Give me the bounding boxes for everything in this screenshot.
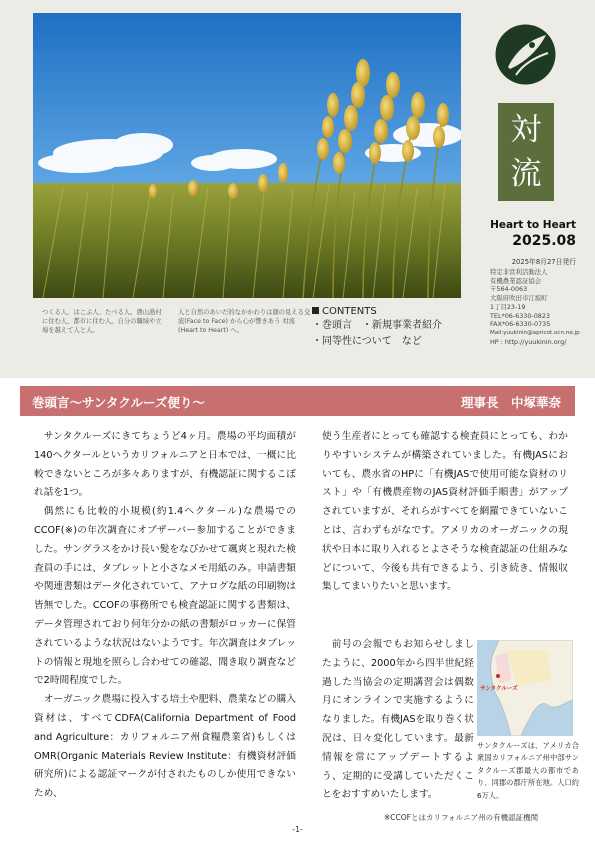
org-website[interactable]: HP : http://yuukinin.org/ bbox=[490, 337, 567, 346]
contents-item: ・同等性について など bbox=[312, 336, 422, 347]
org-line: 1丁目23-19 bbox=[490, 302, 526, 311]
contents-heading: CONTENTS bbox=[322, 306, 377, 317]
body-column-right bbox=[322, 428, 568, 597]
heart-to-heart-label: Heart to Heart bbox=[490, 219, 576, 231]
body-column-left bbox=[34, 428, 296, 804]
newsletter-title bbox=[498, 103, 554, 201]
organization-info bbox=[490, 268, 586, 346]
publish-date: 2025年8月27日発行 bbox=[511, 258, 576, 266]
body-paragraph: オーガニック農場に投入する培土や肥料、農業などの購入資材は、すべてCDFA(California Department of Food and Agriculture：カリフォルニア州食糧農業省)もしくはOMR(Organic Materials Review Institute：有機資材評価研究所)による認証マークが付されたものしか使用できないため、 bbox=[34, 694, 296, 800]
body-paragraph: 偶然にも比較的小規模(約1.4ヘクタール)な農場でのCCOF(※)の年次調査にオブザーバー参加することができました。サングラスをかけ長い髪をなびかせて颯爽と現れた検査員の手には、タブレットと小さなメモ用紙のみ。申請書類や関連書類はデータ化されていて、アナログな紙の印刷物は皆無でした。CCOFの事務所でも検査認証に関する書類は、データ管理されており何年分かの紙の書類がロッカーに保管されているような状況はないようです。年次調査はタブレットの情報と現地を照らし合わせての確認、聞き取り調査などで2時間程度でした。 bbox=[34, 506, 296, 687]
page-number: -1- bbox=[292, 825, 303, 834]
footnote: ※CCOFとはカリフォルニア州の有機認証機関 bbox=[384, 813, 539, 822]
section-title: 巻頭言〜サンタクルーズ便り〜 bbox=[32, 395, 205, 410]
contents-item: ・巻頭言 ・新規事業者紹介 bbox=[312, 320, 442, 331]
body-paragraph: サンタクルーズにきてちょうど4ヶ月。農場の平均面積が140ヘクタールというカリフォルニアと日本では、一概に比較できないところが多々ありますが、有機認証に関するこぼれ話を1つ。 bbox=[34, 431, 296, 499]
organization-logo bbox=[488, 17, 563, 92]
square-bullet-icon bbox=[312, 307, 319, 314]
map-label: サンタクルーズ bbox=[480, 686, 518, 692]
rice-field-photo bbox=[33, 13, 461, 298]
photo-caption-right: 人と自然のあいだ的なかかわりは顔の見える交流(Face to Face) から心が響きあう 対流 (Heart to Heart) へ。 bbox=[178, 309, 311, 334]
title-char: 流 bbox=[510, 156, 542, 192]
map-caption: サンタクルーズは、アメリカ合衆国カリフォルニア州中部サンタクルーズ郡最大の都市であり、同郡の郡庁所在地。人口約6万人。 bbox=[477, 741, 579, 800]
body-paragraph: 使う生産者にとっても確認する検査員にとっても、わかりやすいシステムが構築されていました。有機JASにおいても、農水省のHPに「有機JASで使用可能な資材のリスト」や「有機農産物のJAS資材評価手順書」がアップされていますが、それらがすべてを網羅できていないことは、言わずもがなです。アメリカのオーガニックの現状や日本に取り入れるとよさそうな検査認証の仕組みなどについて、今後も共有できるよう、引き続き、情報収集してまいりたいと思います。 bbox=[322, 431, 568, 593]
issue-number: 2025.08 bbox=[512, 233, 576, 249]
title-char: 対 bbox=[510, 112, 542, 148]
org-line: FAX*06-6330-0735 bbox=[490, 320, 551, 329]
section-title-bar bbox=[20, 386, 575, 416]
org-email[interactable]: Mail:yuukinin@apricot.ocn.ne.jp bbox=[490, 329, 580, 336]
section-author: 理事長 中塚華奈 bbox=[460, 395, 561, 410]
org-line: 〒564-0063 bbox=[490, 285, 528, 294]
photo-caption-left: つくる人、はこぶ人、たべる人。農山漁村に住む人、都市に住む人。自分の職域や立場を越えて人と人。 bbox=[42, 309, 162, 334]
org-line: 特定非営利活動法人 bbox=[490, 268, 548, 276]
org-line: 有機農業認証協会 bbox=[490, 276, 542, 285]
body-paragraph: 前号の会報でもお知らせしましたように、2000年から四半世紀経過した当協会の定期講習会は偶数月にオンラインで実施するようになりました。有機JASを取り巻く状況は、日々変化しています。最新情報を常にアップデートするよう、定期的に受講していただくことをおすすめいたします。 bbox=[322, 639, 474, 801]
santa-cruz-map bbox=[477, 640, 573, 736]
org-line: 大阪府吹田市江坂町 bbox=[490, 294, 548, 303]
contents-box bbox=[312, 306, 472, 350]
org-line: TEL*06-6330-0823 bbox=[490, 311, 550, 320]
body-column-right-lower bbox=[322, 636, 474, 805]
